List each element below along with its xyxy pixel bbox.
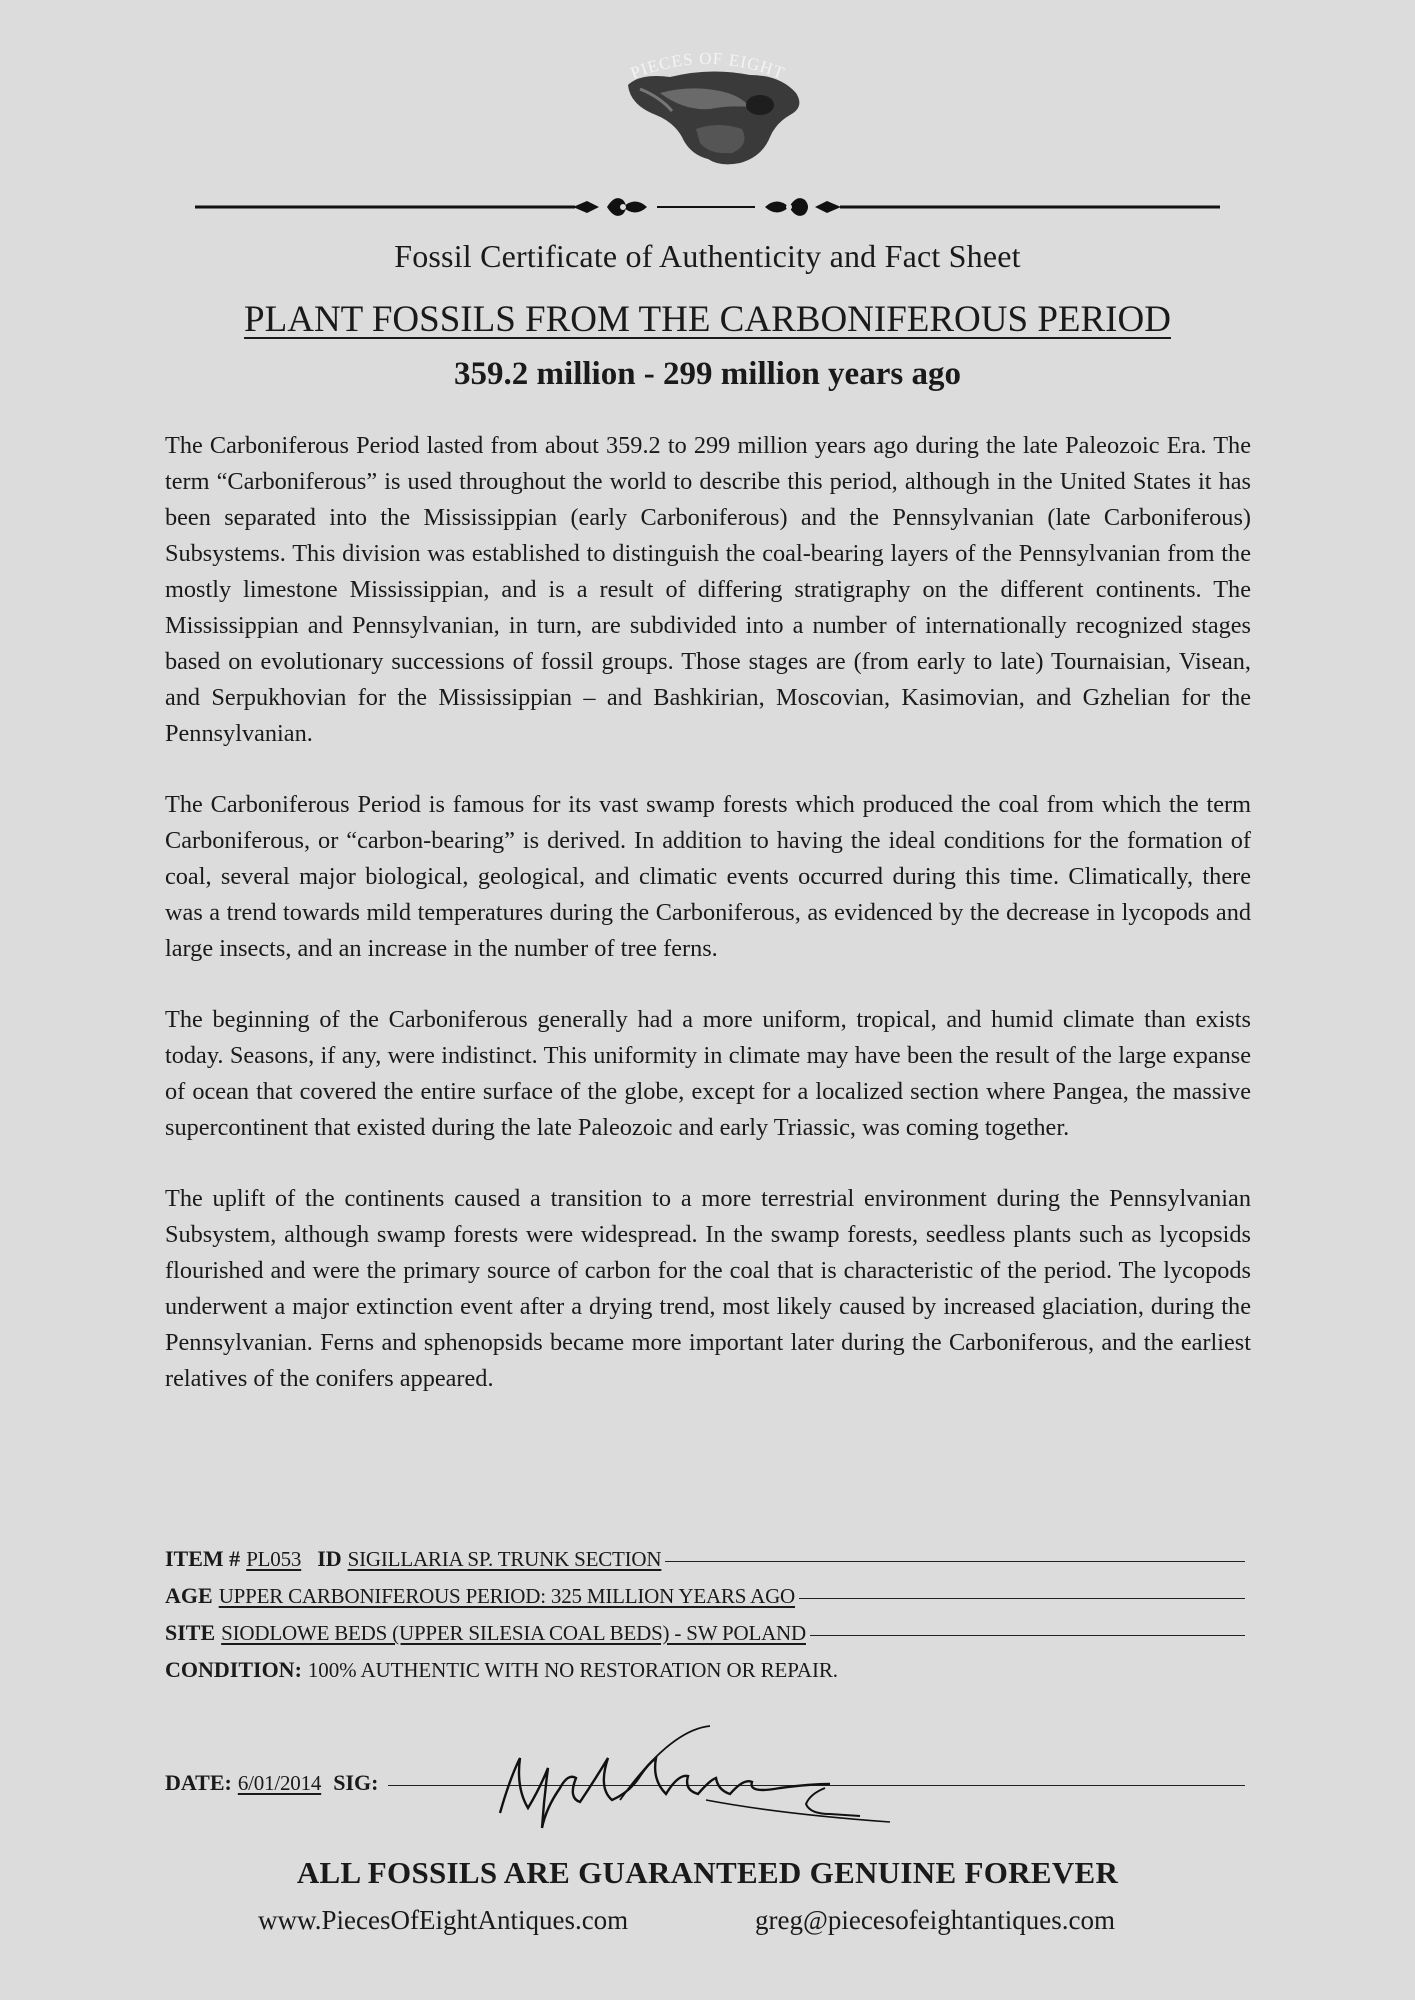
page-title: PLANT FOSSILS FROM THE CARBONIFEROUS PERIOD (244, 299, 1171, 340)
date-label: DATE: (165, 1770, 232, 1795)
skull-fossil-logo-icon (600, 45, 815, 180)
site-value: SIODLOWE BEDS (UPPER SILESIA COAL BEDS) - SW POLAND (221, 1621, 806, 1645)
age-label: AGE (165, 1583, 213, 1608)
item-id-row (165, 1546, 1245, 1583)
age-row (165, 1583, 1245, 1620)
condition-row (165, 1657, 1245, 1694)
age-value: UPPER CARBONIFEROUS PERIOD: 325 MILLION YEARS AGO (218, 1584, 796, 1608)
email-link[interactable]: greg@piecesofeightantiques.com (755, 1905, 1115, 1935)
date-value: 6/01/2014 (237, 1771, 322, 1795)
site-label: SITE (165, 1620, 216, 1645)
handwritten-signature (480, 1718, 900, 1838)
paragraph: The uplift of the continents caused a transition to a more terrestrial environment during the Pennsylvanian Subsystem, although swamp forests were widespread. In the swamp forests, seedless plants such as lycopsids flourished and were the primary source of carbon for the coal that is characteristic of the period. The lycopods underwent a major extinction event after a drying trend, most likely caused by increased glaciation, during the Pennsylvanian. Ferns and sphenopsids became more important later during the Carboniferous, and the earliest relatives of the conifers appeared. (165, 1185, 1251, 1392)
certificate-heading: Fossil Certificate of Authenticity and Fact Sheet (394, 238, 1021, 274)
item-value: PL053 (246, 1547, 302, 1571)
guarantee-statement: ALL FOSSILS ARE GUARANTEED GENUINE FOREVER (296, 1855, 1119, 1890)
website-link[interactable]: www.PiecesOfEightAntiques.com (258, 1905, 629, 1935)
id-value: SIGILLARIA SP. TRUNK SECTION (347, 1547, 662, 1571)
id-label: ID (317, 1546, 342, 1571)
paragraph: The beginning of the Carboniferous generally had a more uniform, tropical, and humid climate than exists today. Seasons, if any, were indistinct. This uniformity in climate may have been the result of the large expanse of ocean that covered the entire surface of the globe, except for a localized section where Pangea, the massive supercontinent that existed during the late Paleozoic and early Triassic, was coming together. (165, 1006, 1251, 1141)
paragraph: The Carboniferous Period is famous for its vast swamp forests which produced the coal from which the term Carboniferous, or “carbon-bearing” is derived. In addition to having the ideal conditions for the formation of coal, several major biological, geological, and climatic events occurred during this time. Climatically, there was a trend towards mild temperatures during the Carboniferous, as evidenced by the decrease in lycopods and large insects, and an increase in the number of tree ferns. (165, 791, 1251, 962)
condition-value: 100% AUTHENTIC WITH NO RESTORATION OR REPAIR. (307, 1658, 838, 1682)
item-label: ITEM # (165, 1546, 241, 1571)
site-row (165, 1620, 1245, 1657)
specimen-details (165, 1546, 1245, 1694)
underline-fill (799, 1598, 1245, 1599)
underline-fill (810, 1635, 1245, 1636)
fact-sheet-body (165, 428, 1251, 1432)
page-subtitle: 359.2 million - 299 million years ago (454, 356, 961, 392)
ornamental-divider (195, 190, 1220, 224)
paragraph: The Carboniferous Period lasted from about 359.2 to 299 million years ago during the late Paleozoic Era. The term “Carboniferous” is used throughout the world to describe this period, although in the United States it has been separated into the Mississippian (early Carboniferous) and the Pennsylvanian (late Carboniferous) Subsystems. This division was established to distinguish the coal-bearing layers of the Pennsylvanian from the mostly limestone Mississippian, and is a result of differing stratigraphy on the different continents. The Mississippian and Pennsylvanian, in turn, are subdivided into a number of internationally recognized stages based on evolutionary successions of fossil groups. Those stages are (from early to late) Tournaisian, Visean, and Serpukhovian for the Mississippian – and Bashkirian, Moscovian, Kasimovian, and Gzhelian for the Pennsylvanian. (165, 432, 1251, 747)
underline-fill (665, 1561, 1245, 1562)
condition-label: CONDITION: (165, 1657, 302, 1682)
svg-text:PIECES OF EIGHT: PIECES OF EIGHT (627, 48, 788, 84)
sig-label: SIG: (333, 1770, 379, 1795)
